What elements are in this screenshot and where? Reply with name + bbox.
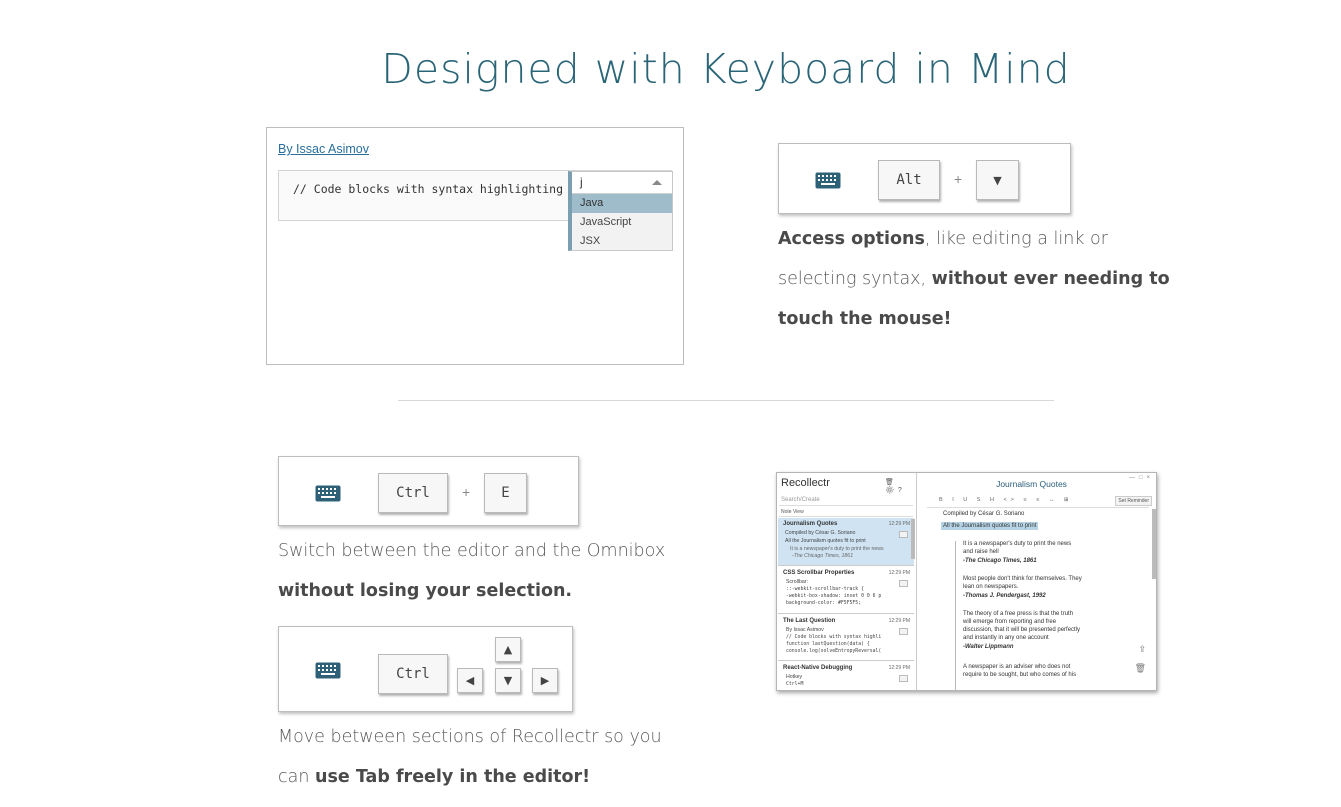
note-item[interactable]: React-Native Debugging 12:29 PM Hotkey Ctrl+M (783, 665, 910, 687)
gear-icon: ⚙ (885, 487, 898, 494)
editor-scrollbar[interactable] (1152, 509, 1156, 579)
key-arrow-down (976, 160, 1019, 200)
trash-icon: 🗑 (885, 479, 898, 486)
shortcut-1-description: Access options, like editing a link or selecting syntax, without ever needing to touch the mouse! (778, 229, 1170, 329)
sidebar-scrollbar[interactable] (911, 519, 915, 559)
arrow-left-icon: ◀ (465, 674, 475, 687)
plus-sign: + (954, 171, 963, 187)
notes-sidebar (777, 473, 917, 691)
note-item[interactable]: CSS Scrollbar Properties 12:29 PM Scrollbar: ::-webkit-scrollbar-track { -webkit-box-shadow: inset 0 0 6 p background-color: #F5F5F5; (778, 567, 914, 614)
sidebar-icons (885, 478, 916, 494)
keyboard-icon (315, 485, 341, 502)
app-logo: Recollectr (781, 477, 830, 489)
code-text: // Code blocks with syntax highlighting (293, 182, 564, 196)
key-arrow-down (495, 668, 521, 693)
close-icon[interactable] (899, 675, 908, 682)
upload-icon[interactable]: ⇪ (1138, 644, 1146, 654)
note-item[interactable]: Journalism Quotes 12:29 PM Compiled by César G. Soriano All the Journalism quotes fit to print It is a newspaper's duty to print the news -The Chicago Times, 1861 (778, 518, 914, 566)
arrow-down-icon: ▼ (993, 173, 1002, 187)
note-editor: Journalism Quotes —□× B I U S H <> ≡ ≡ ↔ ⊞ Set Reminder Compiled by César G. Soriano All the Journalism quotes fit to print It is a newspaper's duty to print the news and raise hell -The Chicago Times, 1861 Most people don't think for themselves. They lean on newspapers. -Thomas J. Pendergast, 1992 The theory of a free press is that the truth will emerge from reporting and free discussion, that it will be presented perfectly and instantly in any one account -Walter Lippmann A newspaper is an adviser who does not require to be sought, but who comes of his ⇪ 🗑 (919, 473, 1157, 691)
plus-sign: + (462, 484, 471, 500)
shortcut-alt-down-panel (778, 143, 1071, 214)
toolbar-divider (927, 507, 1149, 508)
syntax-search-value: j (580, 175, 583, 189)
maximize-icon: □ (1138, 475, 1147, 481)
recollectr-app-preview (776, 472, 1157, 691)
close-icon[interactable] (899, 628, 908, 635)
key-e: E (484, 473, 527, 513)
syntax-option-jsx[interactable]: JSX (580, 235, 601, 247)
author-link[interactable]: By Issac Asimov (278, 142, 369, 156)
compiled-by: Compiled by César G. Soriano (943, 511, 1025, 517)
minimize-icon: — (1128, 475, 1139, 481)
key-ctrl: Ctrl (378, 654, 448, 694)
shortcut-2-description: Switch between the editor and the Omnibox without losing your selection. (278, 541, 666, 601)
key-arrow-up (495, 637, 521, 662)
syntax-option-java[interactable]: Java (572, 194, 672, 213)
shortcut-ctrl-e-panel (278, 456, 579, 526)
highlighted-text: All the Journalism quotes fit to print (943, 523, 1037, 529)
page-heading: Designed with Keyboard in Mind (381, 45, 1071, 93)
close-icon[interactable] (899, 580, 908, 587)
section-divider (398, 400, 1054, 401)
syntax-dropdown[interactable] (568, 171, 673, 251)
omnibox-search-input[interactable]: Search/Create (779, 494, 913, 506)
keyboard-icon (315, 662, 341, 679)
key-ctrl: Ctrl (378, 473, 448, 513)
close-icon[interactable] (899, 531, 908, 538)
blockquote-bar (955, 541, 956, 691)
syntax-option-javascript[interactable]: JavaScript (580, 216, 632, 228)
note-title[interactable]: Journalism Quotes (996, 479, 1067, 489)
close-icon: × (1146, 475, 1154, 481)
help-icon: ? (897, 487, 906, 494)
key-arrow-left (457, 668, 483, 693)
shortcut-3-description: Move between sections of Recollectr so you can use Tab freely in the editor! (278, 727, 662, 787)
formatting-toolbar[interactable]: B I U S H <> ≡ ≡ ↔ ⊞ (939, 497, 1073, 503)
arrow-down-icon: ▼ (503, 674, 513, 687)
syntax-search-input[interactable] (572, 172, 672, 194)
trash-icon[interactable]: 🗑 (1134, 663, 1146, 673)
note-view-label: Note View (779, 508, 913, 517)
chevron-up-icon[interactable] (652, 180, 662, 185)
arrow-right-icon: ▶ (540, 674, 550, 687)
keyboard-icon (815, 172, 841, 189)
shortcut-ctrl-arrows-panel (278, 626, 573, 712)
demo-editor-panel (266, 127, 684, 365)
set-reminder-button[interactable]: Set Reminder (1115, 496, 1152, 506)
arrow-up-icon: ▲ (503, 643, 513, 656)
window-controls[interactable] (1129, 475, 1154, 481)
note-item[interactable]: The Last Question 12:29 PM By Issac Asimov // Code blocks with syntax highli function lastQuestion(data) { console.log(solveEntropyReversal( (778, 615, 914, 661)
key-alt: Alt (878, 160, 940, 200)
key-arrow-right (532, 668, 558, 693)
